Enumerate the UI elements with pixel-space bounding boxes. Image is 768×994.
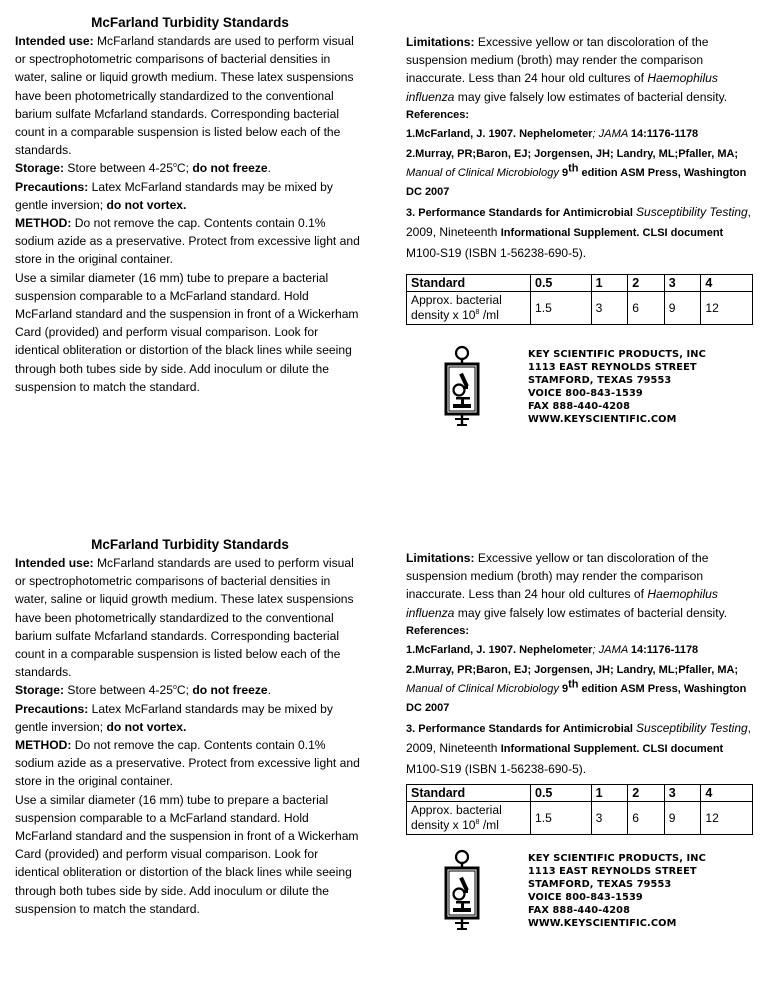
table-cell: 3 bbox=[591, 802, 628, 835]
reference-1: 1.McFarland, J. 1907. Nephelometer; JAMA 14:1176-1178 bbox=[406, 128, 699, 141]
reference-3: 3. Performance Standards for Antimicrobial Susceptibility Testing, 2009, Nineteenth Informational Supplement. CLSI document M100-S19 (ISBN 1-56238-690-5). bbox=[406, 204, 752, 260]
precautions-paragraph: Precautions: Latex McFarland standards may be mixed by gentle inversion; do not vortex. bbox=[15, 701, 333, 734]
microscope-emblem-icon bbox=[442, 849, 482, 933]
document-title: McFarland Turbidity Standards bbox=[91, 15, 289, 30]
reference-3: 3. Performance Standards for Antimicrobial Susceptibility Testing, 2009, Nineteenth Informational Supplement. CLSI document M100-S19 (ISBN 1-56238-690-5). bbox=[406, 720, 752, 776]
table-row bbox=[407, 802, 753, 835]
table-cell: 12 bbox=[701, 802, 753, 835]
left-column-1 bbox=[15, 14, 365, 396]
storage-paragraph: Storage: Store between 4-25$^o$C; do not freeze. bbox=[15, 683, 271, 698]
right-column-1 bbox=[406, 33, 756, 435]
table-cell: 1.5 bbox=[531, 292, 592, 325]
limitations-paragraph: Limitations: Excessive yellow or tan discoloration of the suspension medium (broth) may render the comparison inaccurate. Less than 24 hour old cultures of Haemophilus influenza may give falsely low estimates of bacterial density. bbox=[406, 551, 728, 620]
microscope-emblem-icon bbox=[442, 345, 482, 429]
table-cell: 6 bbox=[628, 292, 665, 325]
table-header-cell: Standard bbox=[407, 785, 531, 802]
standards-table bbox=[406, 784, 753, 835]
table-header-cell: 0.5 bbox=[531, 785, 592, 802]
table-header-cell: 2 bbox=[628, 275, 665, 292]
limitations-paragraph: Limitations: Excessive yellow or tan discoloration of the suspension medium (broth) may render the comparison inaccurate. Less than 24 hour old cultures of Haemophilus influenza may give falsely low estimates of bacterial density. bbox=[406, 35, 728, 104]
table-cell: 9 bbox=[664, 292, 701, 325]
reference-1: 1.McFarland, J. 1907. Nephelometer; JAMA 14:1176-1178 bbox=[406, 644, 699, 657]
method-paragraph: METHOD: Do not remove the cap. Contents contain 0.1% sodium azide as a preservative. Protect from excessive light and store in the original container. bbox=[15, 216, 360, 267]
company-address: KEY SCIENTIFIC PRODUCTS, INC 1113 EAST REYNOLDS STREET STAMFORD, TEXAS 79553 VOICE 800-843-1539 FAX 888-440-4208 WWW.KEYSCIENTIFIC.COM bbox=[528, 853, 706, 930]
density-label-cell: Approx. bacterial density x $10^8$ /ml bbox=[407, 802, 531, 835]
method-paragraph-2: Use a similar diameter (16 mm) tube to prepare a bacterial suspension comparable to a McFarland standard. Hold McFarland standard and the suspension in front of a Wickerham Card (provided) and perform visual comparison. Look for identical obliteration or distortion of the black lines while seeing through both tubes side by side. Add inoculum or dilute the suspension to match the standard. bbox=[15, 792, 359, 916]
table-header-row bbox=[407, 275, 753, 292]
storage-paragraph: Storage: Store between 4-25$^o$C; do not freeze. bbox=[15, 161, 271, 176]
reference-2: 2.Murray, PR;Baron, EJ; Jorgensen, JH; Landry, ML;Pfaller, MA; Manual of Clinical Microbiology 9th edition ASM Press, Washington DC 2007 bbox=[406, 147, 747, 199]
table-cell: 1.5 bbox=[531, 802, 592, 835]
intended-use-paragraph: Intended use: McFarland standards are used to perform visual or spectrophotometric comparisons of bacterial densities in water, saline or liquid growth medium. These latex suspensions have been photometrically standardized to the conventional barium sulfate Mcfarland standards. Corresponding bacterial count in a comparable suspension is listed below each of the standards. bbox=[15, 34, 354, 158]
table-cell: 6 bbox=[628, 802, 665, 835]
table-cell: 9 bbox=[664, 802, 701, 835]
reference-2: 2.Murray, PR;Baron, EJ; Jorgensen, JH; Landry, ML;Pfaller, MA; Manual of Clinical Microbiology 9th edition ASM Press, Washington DC 2007 bbox=[406, 663, 747, 715]
table-header-cell: 1 bbox=[591, 785, 628, 802]
intended-use-paragraph: Intended use: McFarland standards are used to perform visual or spectrophotometric comparisons of bacterial densities in water, saline or liquid growth medium. These latex suspensions have been photometrically standardized to the conventional barium sulfate Mcfarland standards. Corresponding bacterial count in a comparable suspension is listed below each of the standards. bbox=[15, 556, 354, 680]
references-heading: References: bbox=[406, 624, 469, 637]
table-header-cell: 1 bbox=[591, 275, 628, 292]
table-header-row bbox=[407, 785, 753, 802]
table-header-cell: Standard bbox=[407, 275, 531, 292]
table-header-cell: 3 bbox=[664, 785, 701, 802]
table-header-cell: 4 bbox=[701, 785, 753, 802]
company-address: KEY SCIENTIFIC PRODUCTS, INC 1113 EAST REYNOLDS STREET STAMFORD, TEXAS 79553 VOICE 800-843-1539 FAX 888-440-4208 WWW.KEYSCIENTIFIC.COM bbox=[528, 349, 706, 426]
company-block bbox=[406, 345, 756, 435]
table-cell: 12 bbox=[701, 292, 753, 325]
table-header-cell: 3 bbox=[664, 275, 701, 292]
right-column-2 bbox=[406, 549, 756, 939]
company-block bbox=[406, 849, 756, 939]
references-heading: References: bbox=[406, 108, 469, 121]
density-label-cell: Approx. bacterial density x $10^8$ /ml bbox=[407, 292, 531, 325]
document-title: McFarland Turbidity Standards bbox=[91, 537, 289, 552]
method-paragraph-2: Use a similar diameter (16 mm) tube to prepare a bacterial suspension comparable to a McFarland standard. Hold McFarland standard and the suspension in front of a Wickerham Card (provided) and perform visual comparison. Look for identical obliteration or distortion of the black lines while seeing through both tubes side by side. Add inoculum or dilute the suspension to match the standard. bbox=[15, 270, 359, 394]
table-header-cell: 2 bbox=[628, 785, 665, 802]
table-header-cell: 4 bbox=[701, 275, 753, 292]
table-cell: 3 bbox=[591, 292, 628, 325]
precautions-paragraph: Precautions: Latex McFarland standards may be mixed by gentle inversion; do not vortex. bbox=[15, 179, 333, 212]
left-column-2 bbox=[15, 536, 365, 918]
standards-table bbox=[406, 274, 753, 325]
method-paragraph: METHOD: Do not remove the cap. Contents contain 0.1% sodium azide as a preservative. Protect from excessive light and store in the original container. bbox=[15, 738, 360, 789]
table-row bbox=[407, 292, 753, 325]
table-header-cell: 0.5 bbox=[531, 275, 592, 292]
